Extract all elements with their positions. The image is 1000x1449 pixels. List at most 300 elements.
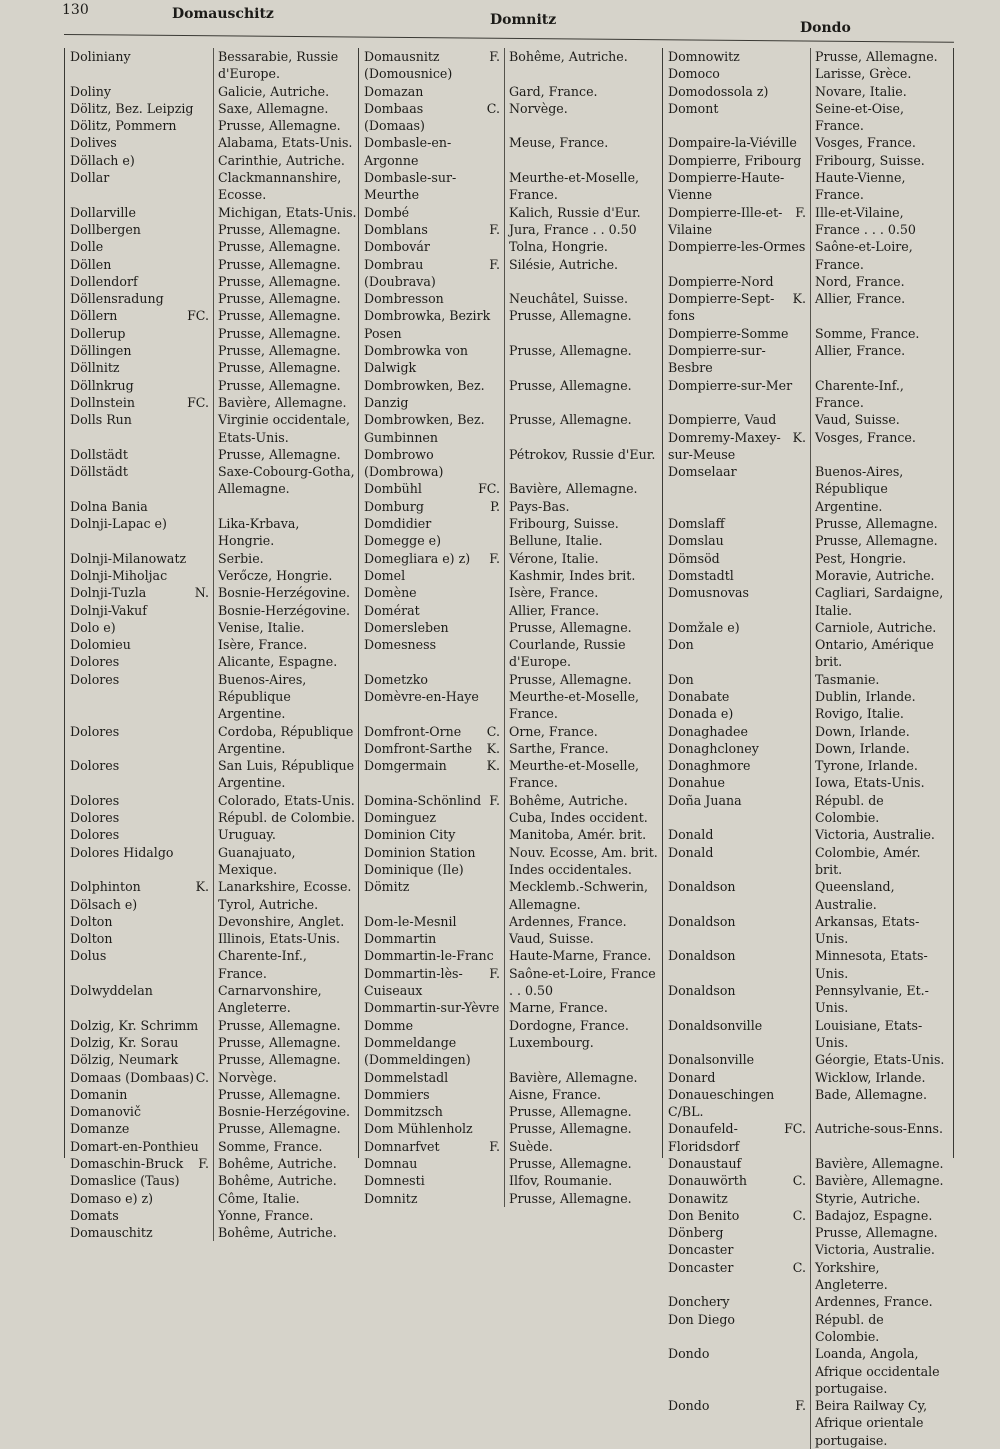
place-country: Haute-Marne, France. (504, 947, 663, 964)
station-code: C. (792, 1259, 806, 1275)
place-name: Dönberg (668, 1225, 724, 1241)
place-name: Domart-en-Ponthieu (70, 1138, 199, 1154)
place-country: Haute-Vienne, France. (810, 169, 953, 204)
place-name: F. Domina-Schönlind (359, 792, 504, 809)
place-name: Domène (364, 585, 417, 601)
gazetteer-entry (663, 584, 953, 619)
place-country: Rovigo, Italie. (810, 705, 953, 722)
gazetteer-entry (65, 1172, 359, 1189)
gazetteer-entry (663, 1120, 953, 1155)
place-name: Dommitzsch (364, 1104, 443, 1120)
place-country: Arkansas, Etats-Unis. (810, 913, 953, 948)
gazetteer-entry (663, 204, 953, 239)
place-name: Dolus (70, 948, 107, 964)
place-country: Carniole, Autriche. (810, 619, 953, 636)
place-country: Colombie, Amér. brit. (810, 844, 953, 879)
gazetteer-entry (663, 1172, 953, 1189)
place-country: Devonshire, Anglet. (213, 913, 359, 930)
place-country: Seine-et-Oise, France. (810, 100, 953, 135)
place-country: Norvège. (213, 1069, 359, 1086)
station-code: F. (489, 965, 500, 981)
place-country: Prusse, Allemagne. (213, 1051, 359, 1068)
gazetteer-entry (359, 930, 663, 947)
place-country: Bavière, Allemagne. (504, 1069, 663, 1086)
place-country: Dublin, Irlande. (810, 688, 953, 705)
place-country: Michigan, Etats-Unis. (213, 204, 359, 221)
place-country: Alabama, Etats-Unis. (213, 134, 359, 151)
place-country: Guanajuato, Mexique. (213, 844, 359, 879)
gazetteer-entry (359, 134, 663, 169)
gazetteer-entry (65, 844, 359, 879)
place-country: Bohême, Autriche. (213, 1224, 359, 1241)
place-name: Dolives (70, 135, 117, 151)
gazetteer-entry (359, 532, 663, 549)
gazetteer-entry (359, 550, 663, 567)
place-country: Vosges, France. (810, 134, 953, 151)
place-name: Dolores (70, 827, 120, 843)
place-country: Cagliari, Sardaigne, Italie. (810, 584, 953, 619)
place-country: Prusse, Allemagne. (504, 619, 663, 636)
place-country: Loanda, Angola, Afrique occidentale portugaise. (810, 1345, 953, 1397)
place-country: Prusse, Allemagne. (213, 325, 359, 342)
place-country: Bosnie-Herzégovine. (213, 602, 359, 619)
place-name: Domèvre-en-Haye (364, 688, 479, 704)
place-name: Dömitz (364, 879, 410, 895)
place-country: Nord, France. (810, 273, 953, 290)
place-name: Domaso e) z) (70, 1190, 154, 1206)
gazetteer-entry (65, 1017, 359, 1034)
gazetteer-entry (65, 515, 359, 550)
station-code: F. (489, 792, 500, 808)
gazetteer-entry (663, 342, 953, 377)
place-name: Döllnkrug (70, 377, 134, 393)
place-name: Dompierre-sur-Mer (668, 377, 793, 393)
place-country: Manitoba, Amér. brit. (504, 826, 663, 843)
place-country: Badajoz, Espagne. (810, 1207, 953, 1224)
gazetteer-entry (359, 238, 663, 255)
gazetteer-entry (65, 723, 359, 758)
station-code: F. (489, 256, 500, 272)
place-country: Tyrol, Autriche. (213, 896, 359, 913)
place-country: Prusse, Allemagne. (213, 273, 359, 290)
place-country: Républ. de Colombie. (810, 792, 953, 827)
gazetteer-entry (359, 1086, 663, 1103)
place-name: Dolores (70, 654, 120, 670)
place-country: Lanarkshire, Ecosse. (213, 878, 359, 895)
place-name: F. Domaschin-Bruck (65, 1155, 213, 1172)
gazetteer-entry (359, 446, 663, 481)
place-name: Dolores (70, 792, 120, 808)
gazetteer-entry (65, 204, 359, 221)
gazetteer-entry (359, 671, 663, 688)
place-country: Prusse, Allemagne. (504, 1120, 663, 1137)
place-country: Aisne, France. (504, 1086, 663, 1103)
place-name: Domaslice (Taus) (70, 1173, 180, 1189)
place-country: Cordoba, République Argentine. (213, 723, 359, 758)
gazetteer-entry (65, 83, 359, 100)
gazetteer-entry (663, 65, 953, 82)
gazetteer-entry (663, 152, 953, 169)
gazetteer-entry (65, 221, 359, 238)
station-code: C. (792, 1173, 806, 1189)
place-name: Dominion Station (364, 844, 476, 860)
place-country: Prusse, Allemagne. (810, 532, 953, 549)
gazetteer-entry (65, 671, 359, 723)
place-country: Kashmir, Indes brit. (504, 567, 663, 584)
place-country: Géorgie, Etats-Unis. (810, 1051, 953, 1068)
place-name: Donald (668, 844, 714, 860)
place-name: Donaghmore (668, 758, 751, 774)
place-country: Bohême, Autriche. (213, 1172, 359, 1189)
place-country: Prusse, Allemagne. (213, 1086, 359, 1103)
place-country: Cuba, Indes occident. (504, 809, 663, 826)
gazetteer-entry (359, 411, 663, 446)
gazetteer-entry (663, 1051, 953, 1068)
gazetteer-entry (663, 1017, 953, 1052)
station-code: FC. (478, 481, 500, 497)
place-country: Prusse, Allemagne. (213, 342, 359, 359)
place-country: Républ. de Colombie. (213, 809, 359, 826)
place-name: Domérat (364, 602, 420, 618)
place-country: Marne, France. (504, 999, 663, 1016)
station-code: K. (792, 291, 806, 307)
place-name: Domont (668, 100, 719, 116)
place-country: Meurthe-et-Moselle, France. (504, 757, 663, 792)
place-name: Dompierre, Fribourg (668, 152, 802, 168)
place-country: Tolna, Hongrie. (504, 238, 663, 255)
gazetteer-entry (359, 602, 663, 619)
place-country: Beira Railway Cy, Afrique orientale portugaise. (810, 1397, 953, 1449)
place-country (213, 498, 359, 515)
place-country: Prusse, Allemagne. (810, 48, 953, 65)
place-name: Dölitz, Pommern (70, 118, 177, 134)
place-country: Prusse, Allemagne. (213, 1017, 359, 1034)
place-name: Dolwyddelan (70, 983, 153, 999)
place-name: Dompierre-Haute-Vienne (668, 170, 785, 203)
place-name: Dombé (364, 204, 410, 220)
place-name: Dölitz, Bez. Leipzig (70, 100, 194, 116)
place-country: Prusse, Allemagne. (213, 117, 359, 134)
place-country: Ille-et-Vilaine, France . . . 0.50 (810, 204, 953, 239)
place-country: Prusse, Allemagne. (504, 307, 663, 342)
place-name: Doliniany (70, 49, 131, 64)
station-code: F. (489, 49, 500, 64)
place-name: F. Domegliara e) z) (359, 550, 504, 567)
gazetteer-entry (663, 377, 953, 412)
place-country: Bosnie-Herzégovine. (213, 584, 359, 601)
place-name: Domme (364, 1017, 414, 1033)
gazetteer-entry (663, 826, 953, 843)
place-country: Carinthie, Autriche. (213, 152, 359, 169)
gazetteer-entry (663, 723, 953, 740)
place-country: Tyrone, Irlande. (810, 757, 953, 774)
place-country: Prusse, Allemagne. (213, 446, 359, 463)
place-name: Domstadtl (668, 567, 734, 583)
place-country: Victoria, Australie. (810, 826, 953, 843)
place-country: Courlande, Russie d'Europe. (504, 636, 663, 671)
place-name: Domoco (668, 66, 720, 82)
station-code: C. (195, 1069, 209, 1085)
gazetteer-entry (359, 878, 663, 913)
place-name: Döllensradung (70, 291, 164, 307)
place-name: Dombrowka von Dalwigk (364, 343, 469, 376)
gazetteer-entry (663, 688, 953, 705)
place-name: Donaghadee (668, 723, 748, 739)
place-name: Dollstädt (70, 446, 128, 462)
gazetteer-entry (663, 636, 953, 671)
place-name: Döllach e) (70, 152, 135, 168)
place-country: Ontario, Amérique brit. (810, 636, 953, 671)
place-name: Dompierre, Vaud (668, 412, 777, 428)
gazetteer-entry (65, 100, 359, 117)
header-middle: Domnitz (490, 12, 557, 28)
gazetteer-entry (663, 134, 953, 151)
place-name: Dolle (70, 239, 104, 255)
place-name: Dommartin-le-Franc (364, 948, 494, 964)
place-name: Dombrowka, Bezirk Posen (364, 308, 491, 341)
place-country: Saxe, Allemagne. (213, 100, 359, 117)
gazetteer-entry (359, 567, 663, 584)
gazetteer-entry (663, 1224, 953, 1241)
place-country: Moravie, Autriche. (810, 567, 953, 584)
gazetteer-entry (663, 100, 953, 135)
station-code: F. (795, 204, 806, 220)
place-country: Larisse, Grèce. (810, 65, 953, 82)
place-country: Novare, Italie. (810, 83, 953, 100)
gazetteer-entry (663, 844, 953, 879)
gazetteer-entry (359, 1017, 663, 1034)
place-name: Domnitz (364, 1190, 418, 1206)
gazetteer-entry (359, 377, 663, 412)
place-country: Charente-Inf., France. (810, 377, 953, 412)
place-name: Dombrowken, Bez. Danzig (364, 377, 485, 410)
place-country: Norvège. (504, 100, 663, 135)
gazetteer-entry (663, 1259, 953, 1294)
place-name: Donaldson (668, 879, 736, 895)
place-name: C. Dombaas (Domaas) (359, 100, 504, 135)
place-name: Donchery (668, 1294, 730, 1310)
gazetteer-entry (65, 1155, 359, 1172)
place-name: Domesness (364, 637, 437, 653)
gazetteer-entry (359, 307, 663, 342)
place-country: Isère, France. (504, 584, 663, 601)
gazetteer-entry (65, 446, 359, 463)
place-country: Ilfov, Roumanie. (504, 1172, 663, 1189)
place-country: Saône-et-Loire, France . . 0.50 (504, 965, 663, 1000)
place-name: K. Dolphinton (65, 878, 213, 895)
gazetteer-entry (65, 584, 359, 601)
place-name: Dolores (70, 758, 120, 774)
place-country: Ardennes, France. (504, 913, 663, 930)
page-number: 130 (62, 2, 89, 18)
place-country: Virginie occidentale, Etats-Unis. (213, 411, 359, 446)
gazetteer-entry (65, 602, 359, 619)
place-country: Bohême, Autriche. (504, 792, 663, 809)
place-country: Victoria, Australie. (810, 1241, 953, 1258)
place-country: Prusse, Allemagne. (213, 221, 359, 238)
place-name: Dolnji-Milanowatz (70, 550, 187, 566)
place-country: Pétrokov, Russie d'Eur. (504, 446, 663, 481)
place-country: Styrie, Autriche. (810, 1190, 953, 1207)
place-name: Domegge e) (364, 533, 442, 549)
place-name: Dom-le-Mesnil (364, 913, 457, 929)
gazetteer-entry (359, 1172, 663, 1189)
place-country: Saône-et-Loire, France. (810, 238, 953, 273)
gazetteer-entry (663, 1311, 953, 1346)
place-country: Bade, Allemagne. (810, 1086, 953, 1121)
gazetteer-entry (359, 757, 663, 792)
gazetteer-entry (65, 636, 359, 653)
place-name: F. Dombrau (Doubrava) (359, 256, 504, 291)
place-name: Dollbergen (70, 221, 141, 237)
gazetteer-entry (359, 204, 663, 221)
place-country: Lika-Krbava, Hongrie. (213, 515, 359, 550)
gazetteer-entry (65, 463, 359, 498)
place-name: Donaueschingen C/BL. (668, 1086, 775, 1120)
gazetteer-entry (359, 809, 663, 826)
gazetteer-entry (65, 1138, 359, 1155)
gazetteer-entry (65, 290, 359, 307)
place-country: Bavière, Allemagne. (810, 1155, 953, 1172)
column-1 (64, 48, 359, 1241)
gazetteer-entry (359, 1103, 663, 1120)
gazetteer-entry (65, 913, 359, 930)
place-name: K. Domremy-Maxey-sur-Meuse (663, 429, 810, 464)
place-name: Donahue (668, 775, 725, 791)
gazetteer-entry (65, 498, 359, 515)
place-country: Yorkshire, Angleterre. (810, 1259, 953, 1294)
place-name: F. Dommartin-lès-Cuiseaux (359, 965, 504, 1000)
place-name: Domel (364, 567, 406, 583)
place-name: Don (668, 637, 694, 653)
station-code: K. (486, 740, 500, 756)
place-country: Républ. de Colombie. (810, 1311, 953, 1346)
gazetteer-entry (65, 359, 359, 376)
gazetteer-entry (663, 1241, 953, 1258)
place-name: Döllingen (70, 343, 132, 359)
header-right: Dondo (800, 20, 851, 36)
place-name: C. Doncaster (663, 1259, 810, 1294)
place-name: Domslau (668, 533, 724, 549)
place-country: Prusse, Allemagne. (213, 1120, 359, 1137)
station-code: F. (489, 1138, 500, 1154)
place-country: Somme, France. (810, 325, 953, 342)
place-name: Dommiers (364, 1086, 430, 1102)
place-country: Côme, Italie. (213, 1190, 359, 1207)
place-name: Dommeldange (Dommeldingen) (364, 1034, 471, 1068)
gazetteer-entry (65, 792, 359, 809)
gazetteer-entry (65, 878, 359, 895)
gazetteer-entry (359, 1155, 663, 1172)
place-country: Galicie, Autriche. (213, 83, 359, 100)
place-name: Dommelstadl (364, 1069, 449, 1085)
gazetteer-entry (663, 273, 953, 290)
station-code: FC. (187, 308, 209, 324)
station-code: K. (486, 758, 500, 774)
place-country: Pest, Hongrie. (810, 550, 953, 567)
station-code: F. (795, 1398, 806, 1414)
gazetteer-entry (663, 913, 953, 948)
place-country: Bohême, Autriche. (504, 48, 663, 83)
place-name: Dommartin (364, 931, 437, 947)
gazetteer-entry (663, 83, 953, 100)
gazetteer-entry (359, 965, 663, 1000)
place-name: Donaustauf (668, 1156, 742, 1171)
place-country: Alicante, Espagne. (213, 653, 359, 670)
place-name: FC. Donaufeld-Floridsdorf (663, 1120, 810, 1155)
gazetteer-entry (359, 256, 663, 291)
place-name: Dolzig, Kr. Sorau (70, 1034, 179, 1050)
gazetteer-entry (359, 221, 663, 238)
place-name: Dombresson (364, 291, 444, 307)
gazetteer-entry (663, 1207, 953, 1224)
place-country: Fribourg, Suisse. (504, 515, 663, 532)
place-name: Domdidier (364, 516, 432, 532)
gazetteer-entry (359, 1034, 663, 1069)
place-country: Pennsylvanie, Et.-Unis. (810, 982, 953, 1017)
gazetteer-entry (65, 273, 359, 290)
place-name: C. Donauwörth (663, 1172, 810, 1189)
station-code: F. (489, 550, 500, 566)
place-name: Domnau (364, 1156, 418, 1171)
place-name: Dominguez (364, 810, 437, 826)
place-name: N. Dolnji-Tuzla (65, 584, 213, 601)
place-country: Bessarabie, Russie d'Europe. (213, 48, 359, 83)
gazetteer-entry (359, 999, 663, 1016)
gazetteer-entry (359, 740, 663, 757)
gazetteer-entry (663, 878, 953, 913)
gazetteer-entry (65, 947, 359, 982)
column-2 (358, 48, 663, 1206)
place-country: Meurthe-et-Moselle, France. (504, 169, 663, 204)
place-country: Colorado, Etats-Unis. (213, 792, 359, 809)
place-name: Dom Mühlenholz (364, 1121, 473, 1137)
place-country: Saxe-Cobourg-Gotha, Allemagne. (213, 463, 359, 498)
place-name: Domnowitz (668, 49, 740, 64)
place-country: Bavière, Allemagne. (810, 1172, 953, 1189)
gazetteer-entry (65, 411, 359, 446)
place-country: Wicklow, Irlande. (810, 1069, 953, 1086)
place-country: Vaud, Suisse. (504, 930, 663, 947)
gazetteer-entry (663, 740, 953, 757)
gazetteer-entry (663, 774, 953, 791)
place-country: Vérone, Italie. (504, 550, 663, 567)
place-country: Louisiane, Etats-Unis. (810, 1017, 953, 1052)
place-name: Donard (668, 1069, 716, 1085)
gazetteer-entry (65, 1069, 359, 1086)
place-name: Döllstädt (70, 464, 128, 480)
gazetteer-entry (359, 861, 663, 878)
gazetteer-entry (663, 982, 953, 1017)
gazetteer-entry (359, 1138, 663, 1155)
place-country: Meurthe-et-Moselle, France. (504, 688, 663, 723)
gazetteer-entry (65, 394, 359, 411)
gazetteer-entry (65, 238, 359, 255)
place-country: Prusse, Allemagne. (213, 1034, 359, 1051)
place-country: Mecklemb.-Schwerin, Allemagne. (504, 878, 663, 913)
place-name: Donaldsonville (668, 1017, 763, 1033)
gazetteer-entry (65, 930, 359, 947)
place-country: Serbie. (213, 550, 359, 567)
place-country: Venise, Italie. (213, 619, 359, 636)
place-name: Dombrowo (Dombrowa) (364, 446, 444, 480)
place-country: Meuse, France. (504, 134, 663, 169)
place-name: Donabate (668, 688, 730, 704)
place-country: Prusse, Allemagne. (213, 290, 359, 307)
place-name: Domersleben (364, 619, 449, 635)
gazetteer-entry (65, 256, 359, 273)
place-name: Doliny (70, 83, 111, 99)
